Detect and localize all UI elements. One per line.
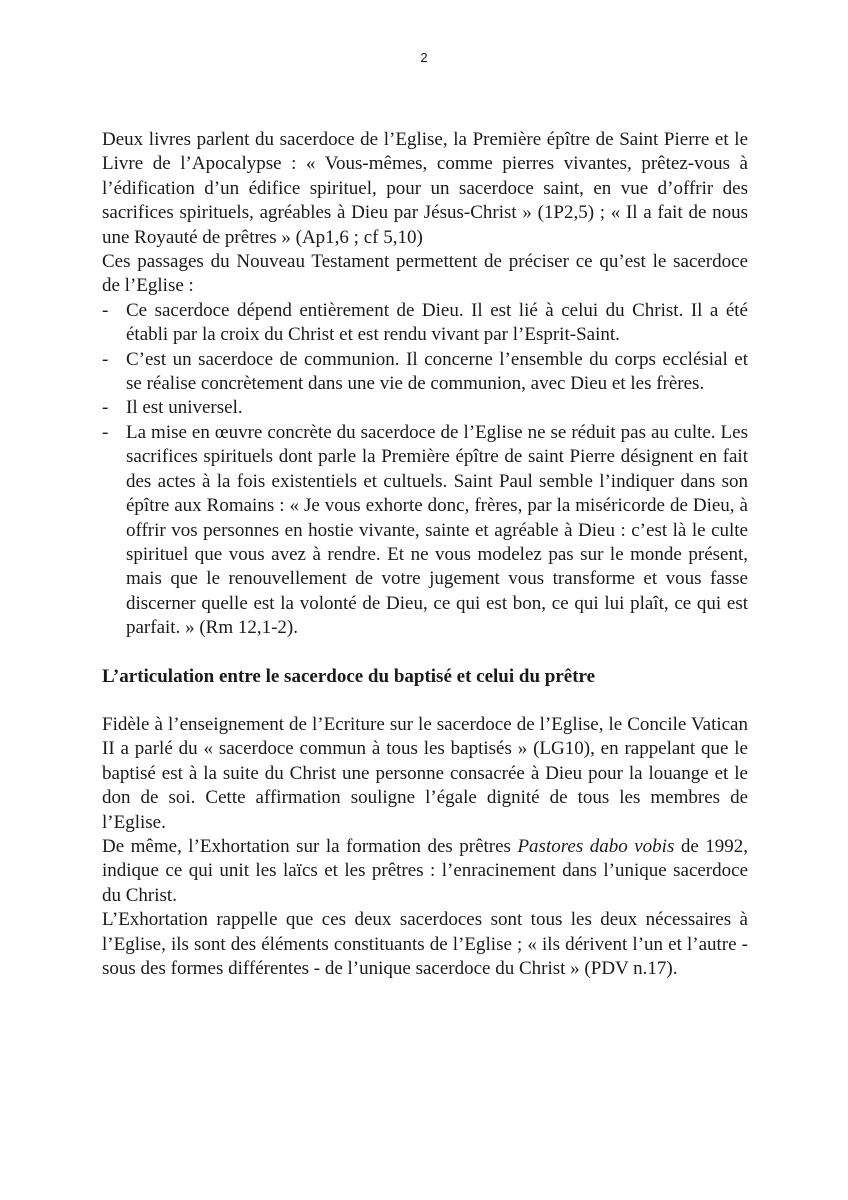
section-heading: L’articulation entre le sacerdoce du baptisé et celui du prêtre xyxy=(102,665,596,687)
list-item xyxy=(102,348,748,397)
section-paragraph-3: L’Exhortation rappelle que ces deux sacerdoces sont tous les deux nécessaires à l’Eglise, ils sont des éléments constituants de l’Eglise ; « ils dérivent l’un et l’autre - sous des formes différentes - de l’unique sacerdoce du Christ » (PDV n.17). xyxy=(102,909,748,979)
list-item xyxy=(102,421,748,641)
intro-lead: Ces passages du Nouveau Testament permettent de préciser ce qu’est le sacerdoce de l’Eglise : xyxy=(102,251,748,297)
list-bullet: - xyxy=(102,348,109,370)
sacerdoce-list xyxy=(102,299,748,641)
document-title-italic: Pastores dabo vobis xyxy=(517,835,675,857)
page-number: 2 xyxy=(420,50,428,65)
section-paragraph-2 xyxy=(102,835,748,908)
paragraph-2-start: De même, l’Exhortation sur la formation des prêtres xyxy=(102,835,518,857)
list-bullet: - xyxy=(102,299,109,321)
document-body xyxy=(102,128,748,981)
list-bullet: - xyxy=(102,397,109,419)
intro-paragraph: Deux livres parlent du sacerdoce de l’Eglise, la Première épître de Saint Pierre et le Livre de l’Apocalypse : « Vous-mêmes, comme pierres vivantes, prêtez-vous à l’édification d’un édifice spirituel, pour un sacerdoce saint, en vue d’offrir des sacrifices spirituels, agréables à Dieu par Jésus-Christ » (1P2,5) ; « Il a fait de nous une Royauté de prêtres » (Ap1,6 ; cf 5,10) xyxy=(102,129,748,248)
list-item xyxy=(102,299,748,348)
list-item-text: Ce sacerdoce dépend entièrement de Dieu. Il est lié à celui du Christ. Il a été établi par la croix du Christ et est rendu vivant par l’Esprit-Saint. xyxy=(126,299,748,346)
section-paragraph-1: Fidèle à l’enseignement de l’Ecriture sur le sacerdoce de l’Eglise, le Concile Vatican II a parlé du « sacerdoce commun à tous les baptisés » (LG10), en rappelant que le baptisé est à la suite du Christ une personne consacrée à Dieu pour la louange et le don de soi. Cette affirmation souligne l’égale dignité de tous les membres de l’Eglise. xyxy=(102,713,748,833)
list-item-text: Il est universel. xyxy=(126,397,243,419)
list-item xyxy=(102,396,748,420)
list-item-text: La mise en œuvre concrète du sacerdoce de l’Eglise ne se réduit pas au culte. Les sacrifices spirituels dont parle la Première épître de saint Pierre désignent en fait des actes à la fois existentiels et cultuels. Saint Paul semble l’indiquer dans son épître aux Romains : « Je vous exhorte donc, frères, par la miséricorde de Dieu, à offrir vos personnes en hostie vivante, sainte et agréable à Dieu : c’est là le culte spirituel que vous avez à rendre. Et ne vous modelez pas sur le monde présent, mais que le renouvellement de votre jugement vous transforme et vous fasse discerner quelle est la volonté de Dieu, ce qui est bon, ce qui lui plaît, ce qui est parfait. » (Rm 12,1-2). xyxy=(126,421,748,639)
paragraph-2-end: de 1992, indique ce qui unit les laïcs et les prêtres : l’enracinement dans l’unique sacerdoce du Christ. xyxy=(102,835,749,906)
list-item-text: C’est un sacerdoce de communion. Il concerne l’ensemble du corps ecclésial et se réalise concrètement dans une vie de communion, avec Dieu et les frères. xyxy=(126,348,748,395)
list-bullet: - xyxy=(102,421,109,443)
